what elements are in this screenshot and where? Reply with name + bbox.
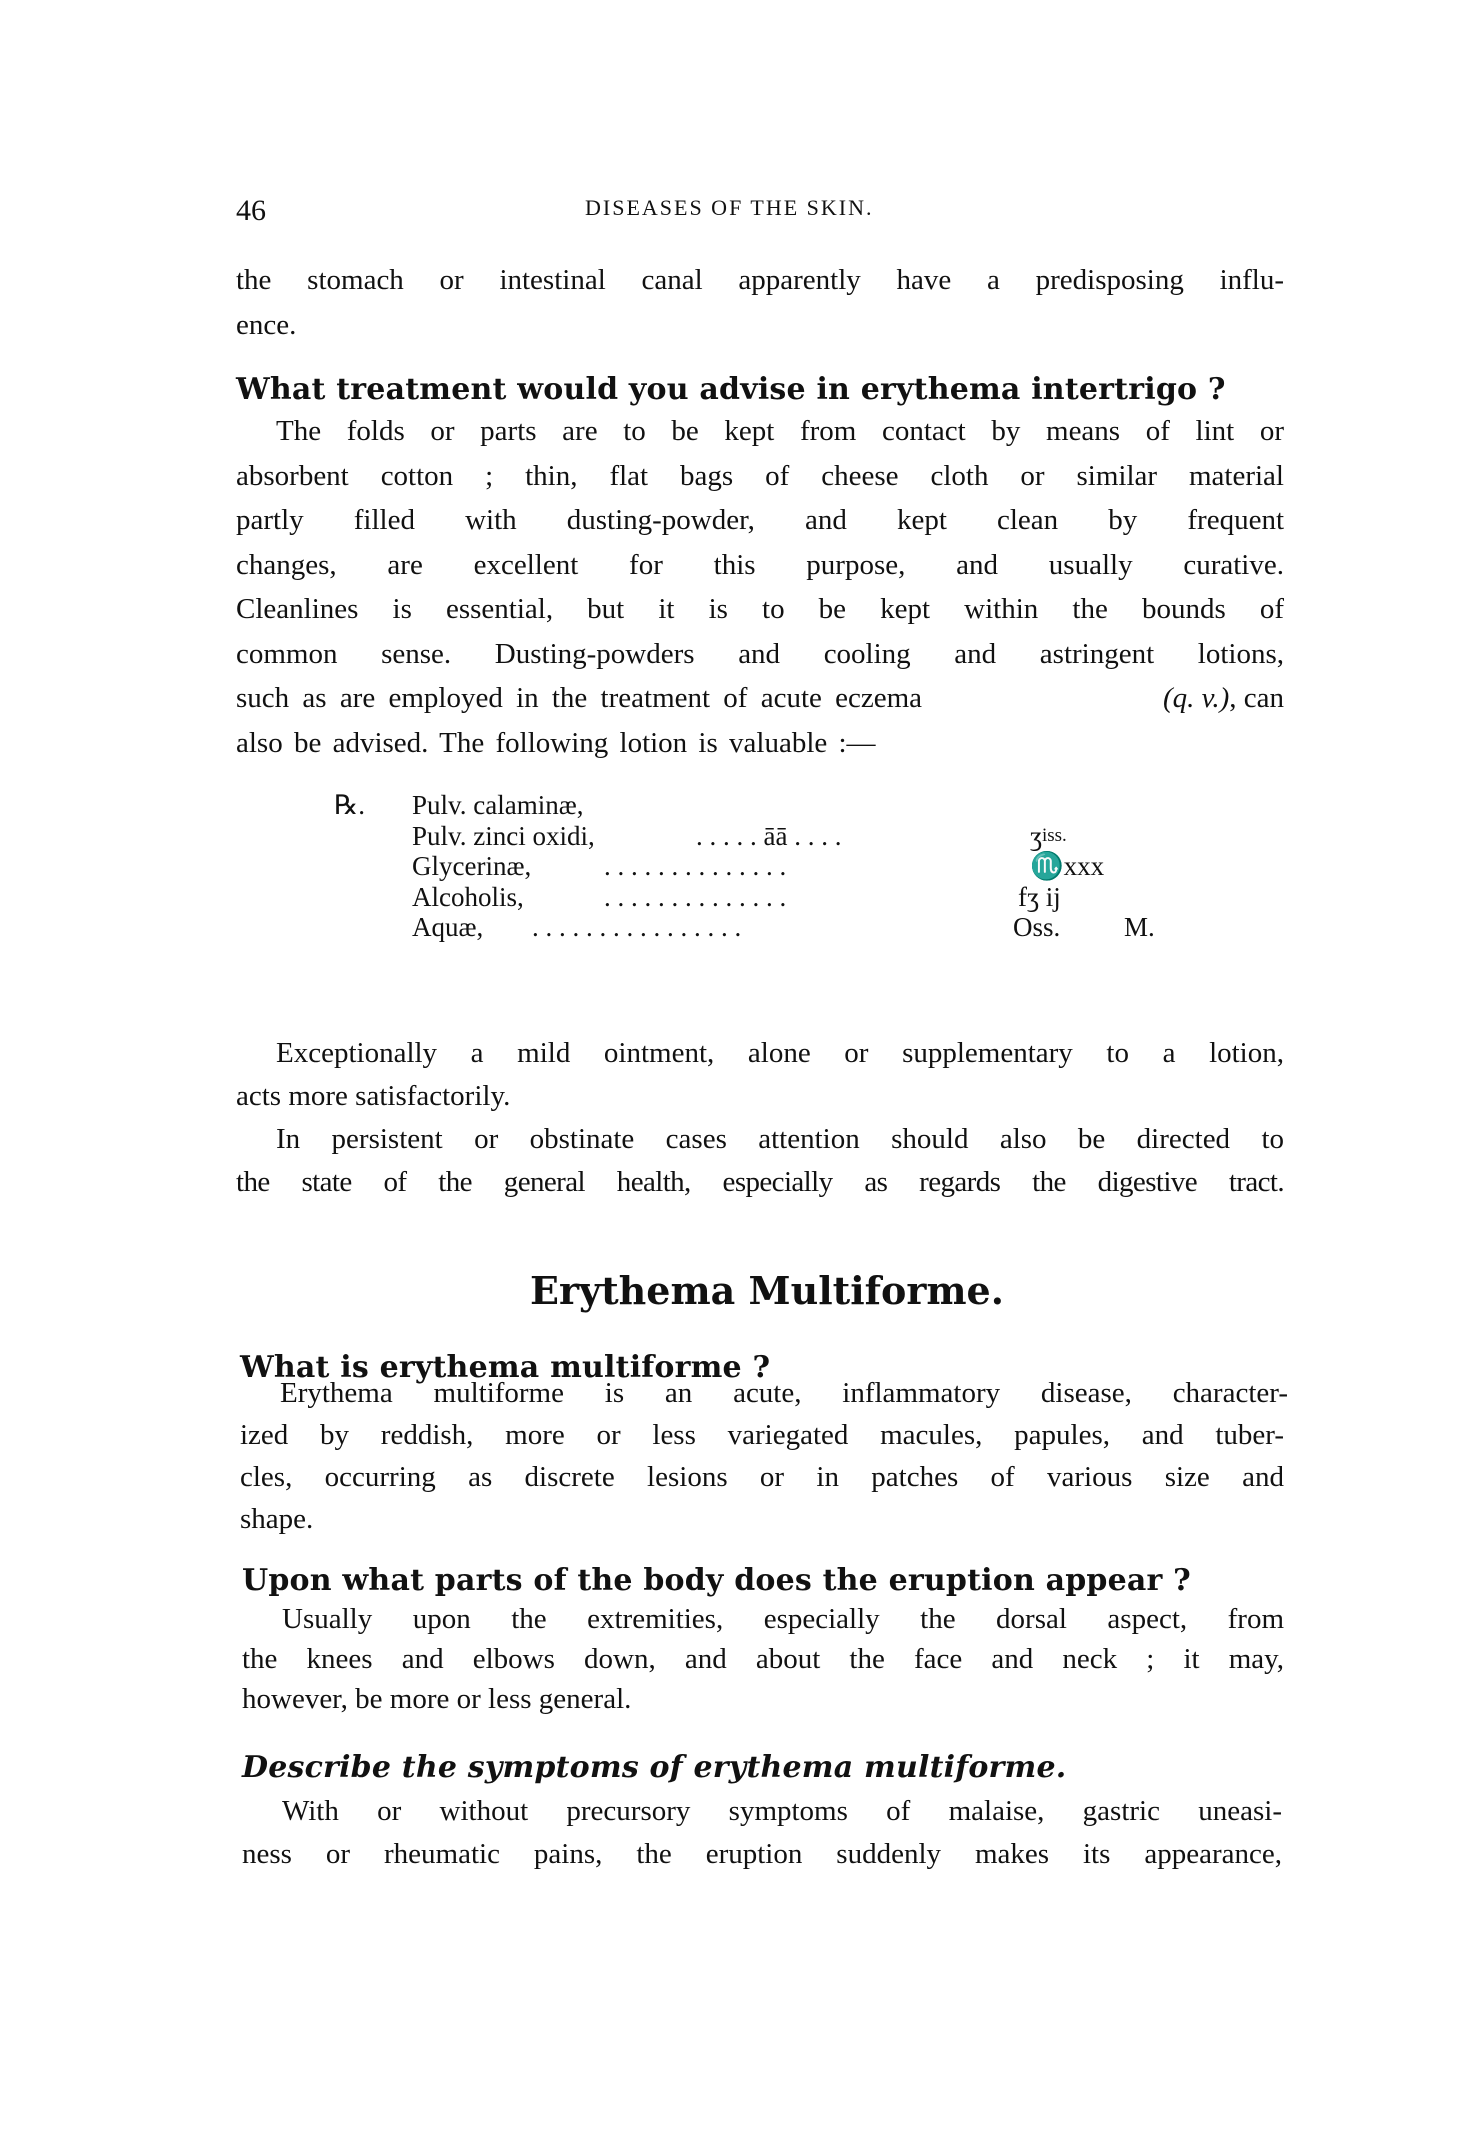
rx-ingredient: Glycerinæ, (412, 851, 532, 881)
body-line-tail (1163, 680, 1284, 716)
body-line: With or without precursory symptoms of malaise, gastric uneasi- (282, 1795, 1282, 1827)
question-heading: What treatment would you advise in erythema intertrigo ? (236, 372, 1226, 407)
rx-ingredient: Pulv. calaminæ, (412, 790, 584, 820)
rx-mix-mark: M. (1124, 912, 1155, 942)
rx-ingredient: Aquæ, (412, 912, 484, 942)
body-line (236, 680, 1284, 716)
body-line: Usually upon the extremities, especially the dorsal aspect, from (282, 1603, 1284, 1635)
body-line: the state of the general health, especially as regards the digestive tract. (236, 1166, 1284, 1198)
body-line: partly filled with dusting-powder, and kept clean by frequent (236, 504, 1284, 536)
rx-amount: Oss. (1013, 912, 1061, 942)
chapter-title: Erythema Multiforme. (530, 1268, 1004, 1313)
rx-amount: ♏xxx (1030, 851, 1105, 881)
body-line: however, be more or less general. (242, 1683, 632, 1715)
rx-ingredient: Pulv. zinci oxidi, (412, 821, 595, 851)
rx-dots: . . . . . āā . . . . (696, 821, 842, 851)
body-line: common sense. Dusting-powders and cooling and astringent lotions, (236, 638, 1284, 670)
recipe-symbol: ℞. (334, 790, 365, 820)
question-heading: Describe the symptoms of erythema multiforme. (242, 1750, 1067, 1785)
body-line: the stomach or intestinal canal apparently have a predisposing influ- (236, 264, 1284, 296)
rx-amount (1030, 820, 1067, 852)
body-line: changes, are excellent for this purpose, and usually curative. (236, 549, 1284, 581)
rx-dots: . . . . . . . . . . . . . . . . (532, 912, 742, 942)
rx-dots: . . . . . . . . . . . . . . (604, 882, 787, 912)
body-line: Erythema multiforme is an acute, inflammatory disease, character- (280, 1377, 1288, 1409)
body-line: absorbent cotton ; thin, flat bags of cheese cloth or similar material (236, 460, 1284, 492)
question-heading: What is erythema multiforme ? (240, 1350, 771, 1385)
body-line: The folds or parts are to be kept from contact by means of lint or (276, 415, 1284, 447)
page-number: 46 (236, 194, 266, 227)
body-line-text: such as are employed in the treatment of acute eczema (236, 682, 923, 714)
rx-dots: . . . . . . . . . . . . . . (604, 851, 787, 881)
body-line: ence. (236, 309, 297, 341)
body-line: ness or rheumatic pains, the eruption suddenly makes its appearance, (242, 1838, 1282, 1870)
body-line: cles, occurring as discrete lesions or in patches of various size and (240, 1461, 1284, 1493)
cross-reference: (q. v.) (1162, 682, 1230, 714)
rx-amount-sup: iss. (1041, 825, 1067, 846)
rx-ingredient: Alcoholis, (412, 882, 524, 912)
question-heading: Upon what parts of the body does the eruption appear ? (242, 1563, 1191, 1598)
body-line: Exceptionally a mild ointment, alone or supplementary to a lotion, (276, 1037, 1284, 1069)
body-line: Cleanlines is essential, but it is to be kept within the bounds of (236, 593, 1284, 625)
body-line: In persistent or obstinate cases attention should also be directed to (276, 1123, 1284, 1155)
body-line: acts more satisfactorily. (236, 1080, 511, 1112)
body-line: ized by reddish, more or less variegated macules, papules, and tuber- (240, 1419, 1284, 1451)
running-head: DISEASES OF THE SKIN. (585, 195, 874, 220)
body-line: the knees and elbows down, and about the face and neck ; it may, (242, 1643, 1284, 1675)
body-line: also be advised. The following lotion is valuable :— (236, 727, 876, 759)
body-line: shape. (240, 1503, 314, 1535)
body-line-end: , can (1229, 682, 1284, 714)
rx-amount: fʒ ij (1018, 882, 1061, 912)
drachm-symbol: ʒ (1030, 821, 1042, 851)
